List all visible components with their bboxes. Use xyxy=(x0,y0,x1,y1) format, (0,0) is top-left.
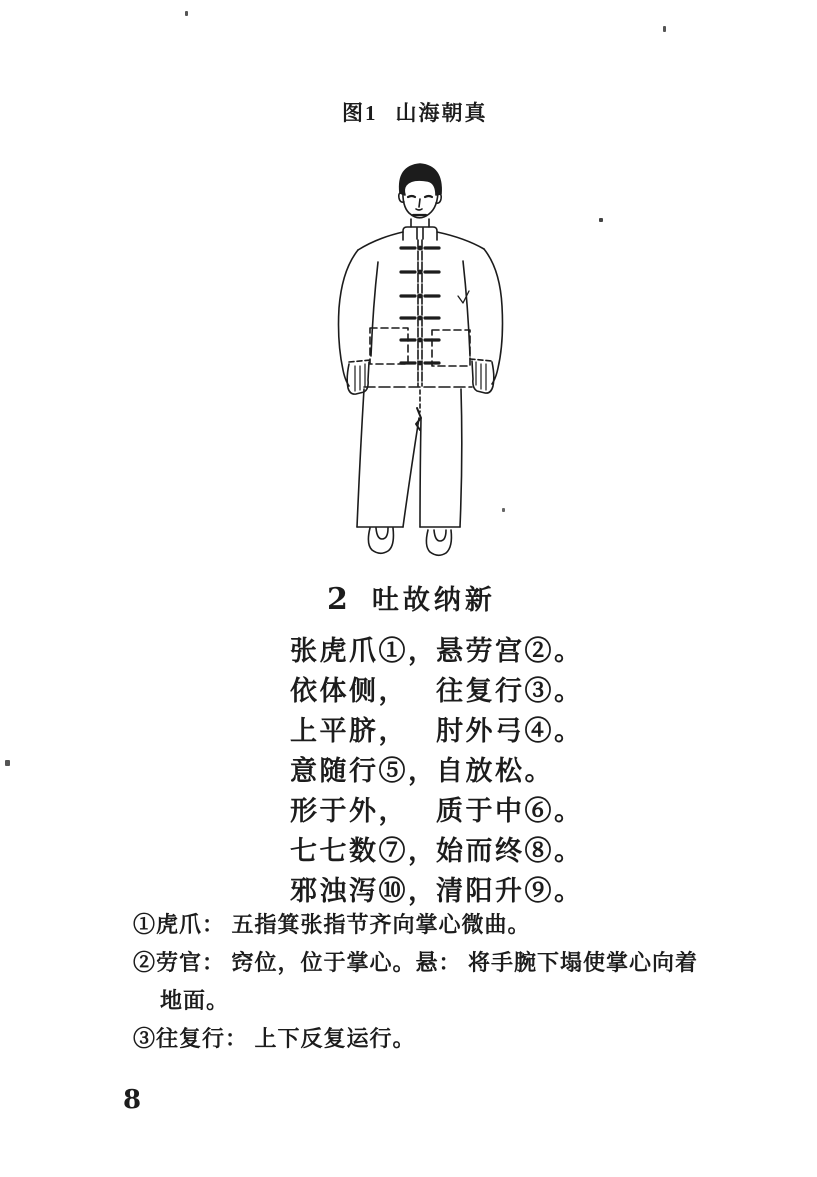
verse-line-left: 依体侧， xyxy=(290,676,408,706)
scan-speck xyxy=(663,26,666,32)
verse-line-left: 七七数⑦， xyxy=(290,836,438,866)
figure-drawing xyxy=(322,156,518,560)
footnote-line: ①虎爪： 五指箕张指节齐向掌心微曲。 xyxy=(133,912,531,937)
section-number: 2 xyxy=(327,582,348,617)
footnote-line: ③往复行： 上下反复运行。 xyxy=(133,1026,416,1051)
verse-line-left: 形于外， xyxy=(290,796,408,826)
verse-line-right: 往复行③。 xyxy=(436,676,584,706)
section-title: 吐故纳新 xyxy=(371,585,496,615)
verse-line-left: 上平脐， xyxy=(290,716,408,746)
scan-speck xyxy=(185,11,188,16)
verse-line-right: 清阳升⑨。 xyxy=(436,876,584,906)
scan-speck xyxy=(5,760,10,766)
verse-line xyxy=(290,791,584,831)
verse-line xyxy=(290,831,584,871)
verse-line xyxy=(290,631,584,671)
footnotes-block xyxy=(133,906,733,1058)
verse-line-left: 意随行⑤， xyxy=(290,756,438,786)
scan-speck xyxy=(599,218,603,222)
standing-man-illustration xyxy=(322,156,518,560)
figure-caption-title: 山海朝真 xyxy=(395,101,488,125)
page-number: 8 xyxy=(123,1085,142,1115)
footnote-line: ②劳官： 窍位，位于掌心。悬： 将手腕下塌使掌心向着 xyxy=(133,950,699,975)
verse-line xyxy=(290,711,584,751)
verse-line-right: 质于中⑥。 xyxy=(436,796,584,826)
verse-line xyxy=(290,871,584,911)
verse-block xyxy=(290,631,584,911)
verse-line-right: 肘外弓④。 xyxy=(436,716,584,746)
figure-caption-label: 图1 xyxy=(342,101,378,125)
verse-line-left: 邪浊泻⑩， xyxy=(290,876,438,906)
figure-caption xyxy=(342,97,488,127)
verse-line-right: 始而终⑧。 xyxy=(436,836,584,866)
footnote-line-wrapped: 地面。 xyxy=(160,988,230,1013)
verse-line-right: 自放松。 xyxy=(436,756,554,786)
verse-line-right: 悬劳宫②。 xyxy=(436,636,584,666)
verse-line xyxy=(290,671,584,711)
verse-line xyxy=(290,751,584,791)
verse-line-left: 张虎爪①， xyxy=(290,636,438,666)
section-heading xyxy=(327,578,496,617)
